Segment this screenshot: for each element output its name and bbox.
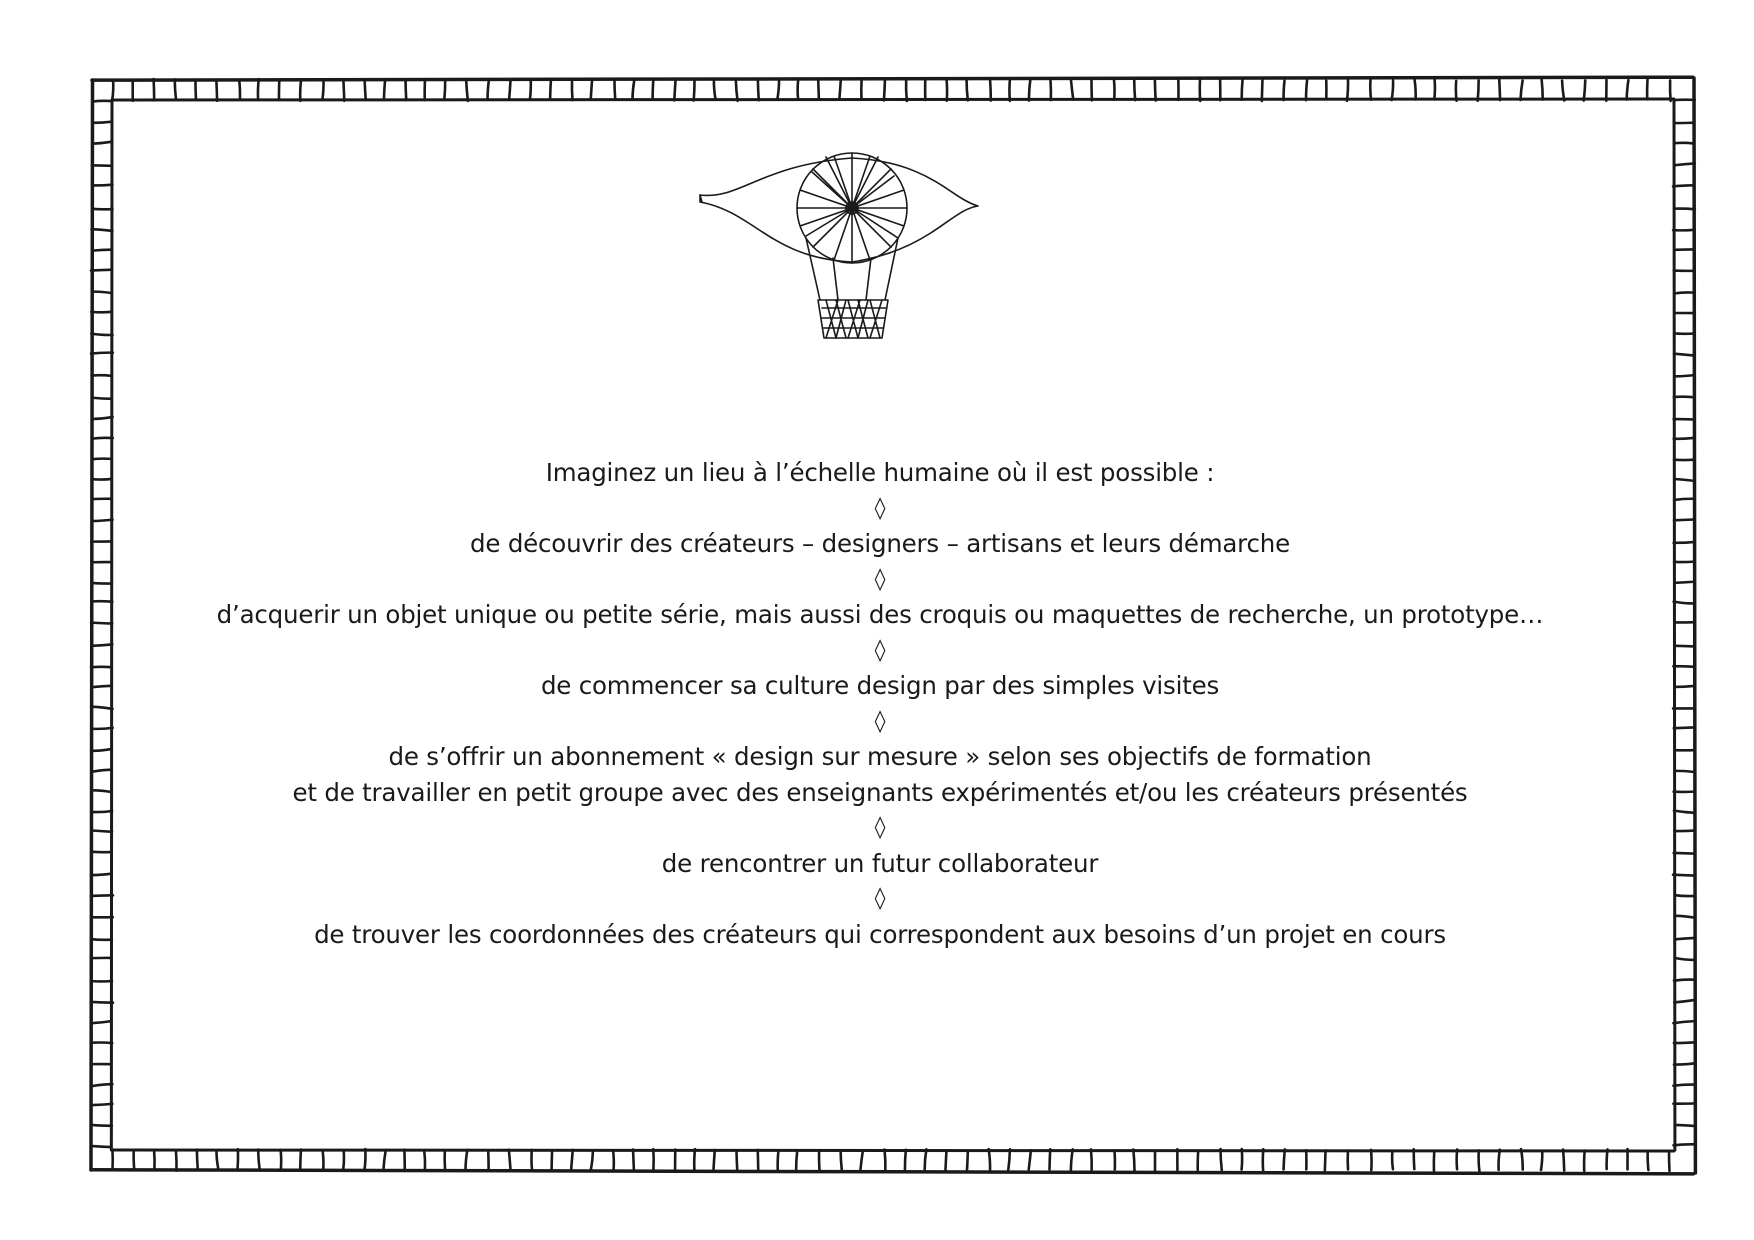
diamond-separator: ◊	[874, 815, 886, 840]
bullet-meet: de rencontrer un futur collaborateur	[661, 848, 1099, 878]
diamond-separator: ◊	[874, 495, 886, 521]
diamond-separator: ◊	[874, 708, 886, 734]
bullet-culture: de commencer sa culture design par des simples visites	[540, 671, 1220, 700]
bullet-discover: de découvrir des créateurs – designers – artisans et leurs démarche	[470, 529, 1290, 558]
intro-line: Imaginez un lieu à l’échelle humaine où il est possible :	[545, 458, 1215, 487]
diamond-separator: ◊	[874, 566, 886, 592]
bullet-acquire: d’acquerir un objet unique ou petite série, mais aussi des croquis ou maquettes de recherche, un prototype…	[216, 600, 1544, 629]
bullet-subscription: de s’offrir un abonnement « design sur mesure » selon ses objectifs de formation	[388, 742, 1372, 771]
diamond-separator: ◊	[874, 886, 886, 911]
bullet-subscription-continued: et de travailler en petit groupe avec des enseignants expérimentés et/ou les créateurs présentés	[292, 777, 1468, 807]
hot-air-balloon-icon	[696, 150, 986, 346]
main-text	[160, 455, 1600, 952]
bullet-contacts: de trouver les coordonnées des créateurs qui correspondent aux besoins d’un projet en cours	[314, 919, 1446, 949]
diamond-separator: ◊	[874, 637, 886, 663]
